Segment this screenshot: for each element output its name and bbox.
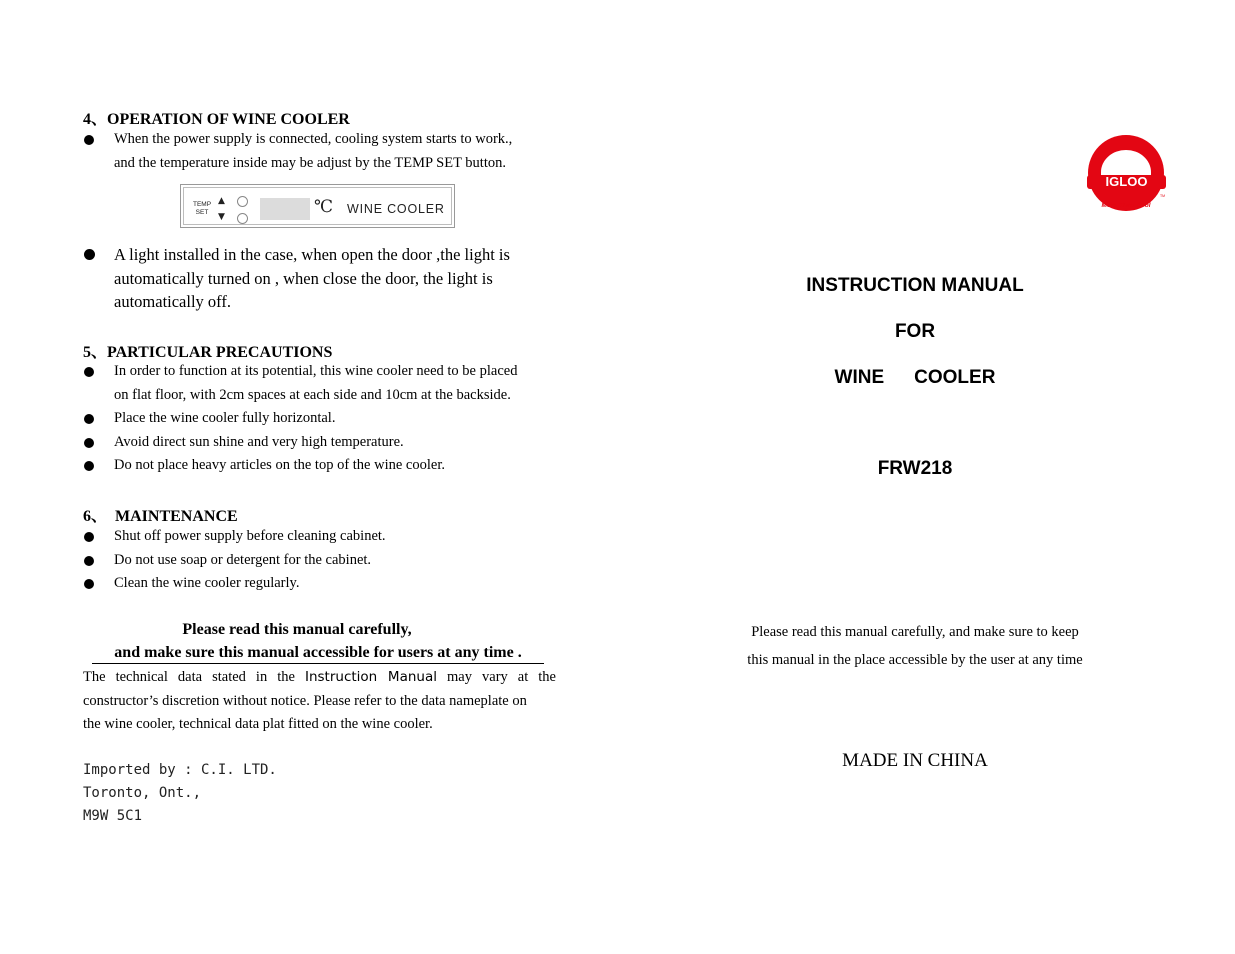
- technical-note: The technical data stated in the Instruction Manual may vary at the constructor’s discretion without notice. Please refer to the data nameplate on the wine cooler, technical data plat fitted on the wine cooler.: [83, 669, 556, 732]
- list-item: In order to function at its potential, this wine cooler need to be placed on flat floor, with 2cm spaces at each side and 10cm at the backside.: [83, 360, 563, 407]
- section-4-heading: 4、OPERATION OF WINE COOLER: [83, 111, 350, 128]
- list-item: Shut off power supply before cleaning cabinet.: [83, 525, 563, 549]
- indicator-light-icon: [237, 213, 248, 224]
- keep-manual-note: Please read this manual carefully, and make sure to keep this manual in the place accessible by the user at any time: [747, 624, 1083, 668]
- model-number: FRW218: [877, 458, 953, 479]
- list-item: Place the wine cooler fully horizontal.: [83, 407, 563, 431]
- up-arrow-icon[interactable]: ▲: [218, 196, 225, 206]
- list-item: Do not place heavy articles on the top of the wine cooler.: [83, 454, 563, 478]
- down-arrow-icon[interactable]: ▼: [218, 212, 225, 222]
- logo-tagline: More Than Cool: [1101, 202, 1151, 209]
- section-6-list: [83, 525, 563, 596]
- control-panel: [180, 184, 455, 228]
- logo-wordmark: IGLOO: [1105, 174, 1148, 189]
- list-item: Clean the wine cooler regularly.: [83, 572, 563, 596]
- notice-line-1: Please read this manual carefully,: [182, 621, 412, 638]
- manual-title-for: FOR: [894, 321, 936, 342]
- light-list: [83, 243, 563, 314]
- section-5-heading: 5、PARTICULAR PRECAUTIONS: [83, 344, 333, 361]
- list-item: A light installed in the case, when open the door ,the light is automatically turned on , when close the door, the light is automatically off.: [83, 243, 563, 314]
- section-5-list: [83, 360, 563, 478]
- svg-text:TM: TM: [1160, 194, 1166, 198]
- list-item: Avoid direct sun shine and very high temperature.: [83, 431, 563, 455]
- notice-line-2: and make sure this manual accessible for users at any time .: [92, 644, 544, 664]
- temperature-display: [260, 198, 310, 220]
- list-item: Do not use soap or detergent for the cabinet.: [83, 549, 563, 573]
- manual-title-product: WINE COOLER: [834, 367, 996, 388]
- igloo-logo: [1085, 134, 1171, 214]
- temp-set-label: TEMP SET: [192, 201, 212, 216]
- manual-title: INSTRUCTION MANUAL: [806, 275, 1024, 296]
- importer-address: Imported by : C.I. LTD. Toronto, Ont., M9W 5C1: [83, 762, 277, 824]
- celsius-symbol: ℃: [314, 197, 334, 216]
- section-6-heading: 6、 MAINTENANCE: [83, 508, 238, 525]
- section-4-list: [83, 128, 563, 175]
- list-item: When the power supply is connected, cooling system starts to work., and the temperature inside may be adjust by the TEMP SET button.: [83, 128, 563, 175]
- indicator-light-icon: [237, 196, 248, 207]
- panel-label: WINE COOLER: [347, 202, 445, 216]
- made-in-china: MADE IN CHINA: [842, 750, 988, 771]
